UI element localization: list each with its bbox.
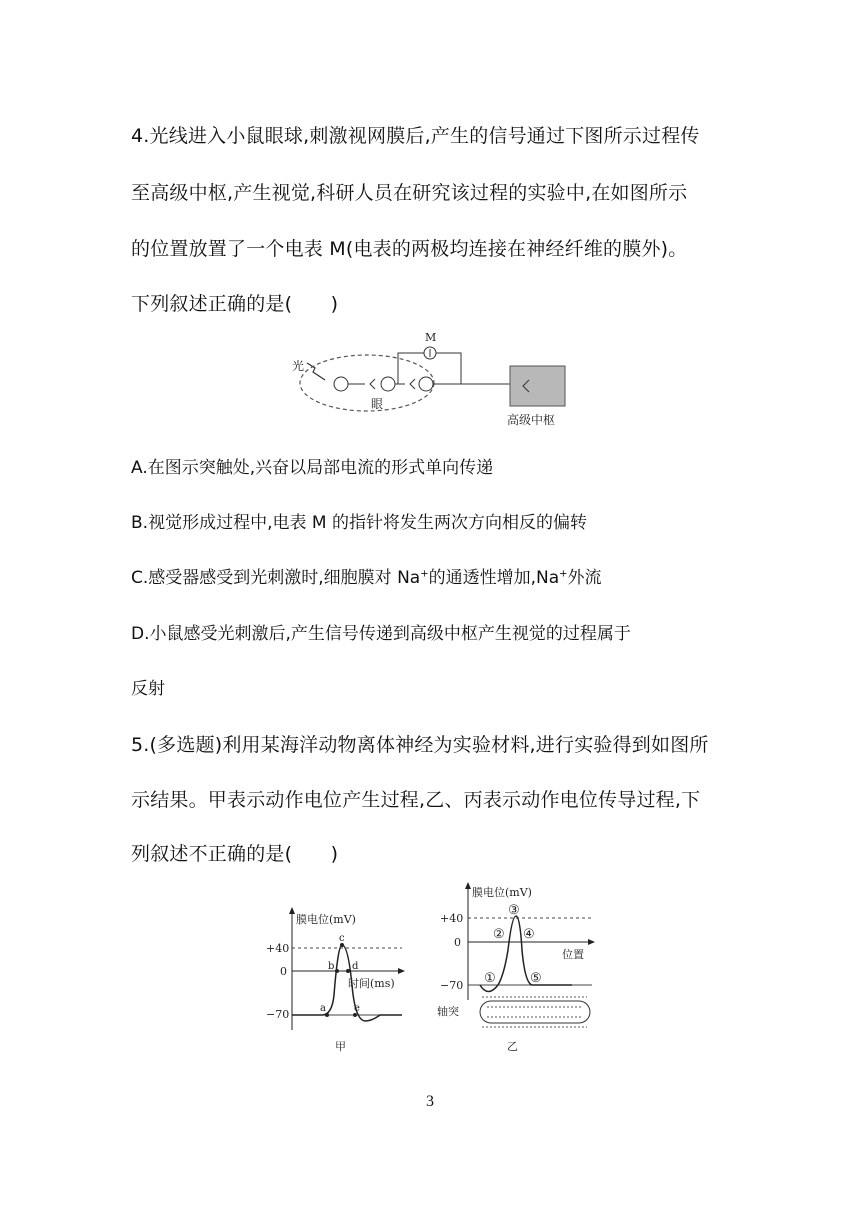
point-2: ② <box>493 927 505 942</box>
q5-line-1: 5.(多选题)利用某海洋动物离体神经为实验材料,进行实验得到如图所 <box>131 734 709 756</box>
point-1: ① <box>484 971 496 986</box>
meter-label: M <box>425 331 437 344</box>
eye-outline <box>300 355 434 411</box>
light-label: 光 <box>292 359 305 373</box>
neuron-2 <box>381 377 395 391</box>
q5-line-2: 示结果。甲表示动作电位产生过程,乙、丙表示动作电位传导过程,下 <box>131 789 701 811</box>
ylabel: 膜电位(mV) <box>296 913 356 926</box>
figure-jia <box>262 905 412 1055</box>
q4-line-4: 下列叙述正确的是( ) <box>131 293 339 315</box>
q4-option-c: C.感受器感受到光刺激时,细胞膜对 Na+的通透性增加,Na+外流 <box>131 568 602 588</box>
q4-option-a: A.在图示突触处,兴奋以局部电流的形式单向传递 <box>131 458 494 478</box>
page-number: 3 <box>426 1093 434 1110</box>
eye-label: 眼 <box>371 397 384 411</box>
xlabel: 时间(ms) <box>348 977 395 990</box>
tick-0: 0 <box>280 965 287 978</box>
synapse-1 <box>370 379 375 389</box>
higher-center-label: 高级中枢 <box>507 413 556 427</box>
axon-label: 轴突 <box>437 1005 459 1018</box>
point-3: ③ <box>508 903 520 918</box>
q4-line-3: 的位置放置了一个电表 M(电表的两极均连接在神经纤维的膜外)。 <box>131 238 688 260</box>
point-b: b <box>328 961 335 972</box>
tick-minus70: −70 <box>266 1008 290 1021</box>
ylabel: 膜电位(mV) <box>472 886 532 899</box>
q5-line-3: 列叙述不正确的是( ) <box>131 843 339 865</box>
figure-yi <box>432 880 602 1055</box>
tick-40: +40 <box>440 912 464 925</box>
synapse-2 <box>410 379 415 389</box>
light-arrow-icon <box>307 363 325 380</box>
point-e: e <box>354 1003 360 1014</box>
tick-minus70: −70 <box>440 979 464 992</box>
q4-option-d-line1: D.小鼠感受光刺激后,产生信号传递到高级中枢产生视觉的过程属于 <box>131 624 631 644</box>
caption-yi: 乙 <box>507 1040 518 1053</box>
point-d: d <box>352 961 359 972</box>
tick-40: +40 <box>266 942 290 955</box>
q4-line-1: 4.光线进入小鼠眼球,刺激视网膜后,产生的信号通过下图所示过程传 <box>131 125 700 147</box>
point-5: ⑤ <box>530 971 542 986</box>
q4-eye-circuit-figure <box>285 328 575 433</box>
neuron-3 <box>419 377 433 391</box>
xlabel: 位置 <box>562 948 584 961</box>
point-a: a <box>320 1003 326 1014</box>
axon-shape <box>480 1001 590 1023</box>
caption-jia: 甲 <box>335 1040 346 1053</box>
point-c: c <box>339 933 345 944</box>
q4-option-d-line2: 反射 <box>131 679 165 699</box>
tick-0: 0 <box>454 936 461 949</box>
q4-option-b: B.视觉形成过程中,电表 M 的指针将发生两次方向相反的偏转 <box>131 513 587 533</box>
higher-center-box <box>510 366 565 406</box>
point-4: ④ <box>523 927 535 942</box>
q4-line-2: 至高级中枢,产生视觉,科研人员在研究该过程的实验中,在如图所示 <box>131 182 688 204</box>
neuron-1 <box>334 377 348 391</box>
